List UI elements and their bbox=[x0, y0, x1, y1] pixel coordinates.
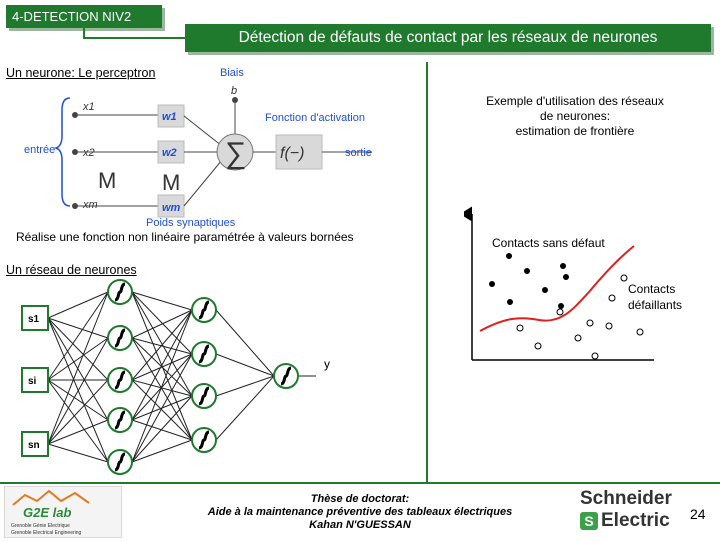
vertical-divider bbox=[426, 62, 428, 482]
network-connection bbox=[48, 318, 108, 380]
thesis-line1: Thèse de doctorat: bbox=[310, 493, 410, 505]
network-connection bbox=[48, 444, 108, 462]
fault-point bbox=[637, 329, 643, 335]
ok-point bbox=[560, 263, 566, 269]
network-connection bbox=[132, 396, 192, 462]
ok-point bbox=[563, 274, 569, 280]
input-s1-label: s1 bbox=[28, 314, 40, 325]
network-heading: Un réseau de neurones bbox=[6, 263, 137, 277]
brand-line2: Electric bbox=[601, 510, 670, 531]
input-brace bbox=[56, 98, 70, 206]
fault-point bbox=[609, 295, 615, 301]
se-icon: S bbox=[580, 512, 598, 530]
fault-point bbox=[535, 343, 541, 349]
network-connection bbox=[132, 420, 192, 440]
network-connection bbox=[132, 440, 192, 462]
faulty-contacts-line1: Contacts bbox=[628, 282, 676, 296]
neuron-node bbox=[108, 408, 132, 432]
example-title-line2: de neurones: bbox=[539, 109, 611, 123]
footer-divider bbox=[0, 482, 720, 484]
thesis-info bbox=[170, 493, 550, 532]
g2elab-logo-text: G2E lab bbox=[23, 505, 72, 520]
example-title-line1: Exemple d'utilisation des réseaux bbox=[486, 94, 664, 108]
neuron-node bbox=[108, 368, 132, 392]
weight-w2-label: w2 bbox=[162, 147, 177, 159]
weights-label: Poids synaptiques bbox=[146, 217, 236, 229]
ok-point bbox=[507, 299, 513, 305]
section-tag: 4-DETECTION NIV2 bbox=[6, 5, 162, 28]
network-diagram bbox=[16, 278, 356, 478]
perceptron-diagram bbox=[20, 66, 420, 231]
network-connection bbox=[132, 354, 192, 380]
network-connection bbox=[216, 310, 274, 376]
page-title: Détection de défauts de contact par les réseaux de neurones bbox=[185, 24, 711, 52]
input-sn-label: sn bbox=[28, 440, 40, 451]
activation-symbol: f(−) bbox=[280, 145, 305, 162]
network-connection bbox=[132, 310, 192, 462]
input-xm-label: xm bbox=[83, 199, 98, 211]
bias-label: Biais bbox=[220, 67, 244, 79]
input-si-label: si bbox=[28, 376, 37, 387]
fault-point bbox=[557, 309, 563, 315]
neuron-node bbox=[192, 428, 216, 452]
neuron-node bbox=[192, 384, 216, 408]
g2elab-sub1: Grenoble Génie Electrique bbox=[11, 523, 70, 529]
network-connection bbox=[132, 310, 192, 420]
schneider-logo bbox=[580, 488, 684, 536]
network-connection bbox=[216, 354, 274, 376]
ok-contacts-label: Contacts sans défaut bbox=[492, 236, 605, 250]
neuron-node bbox=[108, 450, 132, 474]
thesis-line2: Aide à la maintenance préventive des tableaux électriques bbox=[207, 506, 513, 518]
fault-point bbox=[587, 320, 593, 326]
neuron-node bbox=[108, 280, 132, 304]
weight-w1-label: w1 bbox=[162, 111, 177, 123]
dots-right-label: M bbox=[162, 170, 181, 195]
network-connection bbox=[48, 338, 108, 444]
weight-wm-label: wm bbox=[162, 202, 181, 214]
example-title bbox=[440, 94, 710, 139]
example-title-line3: estimation de frontière bbox=[515, 124, 635, 138]
faulty-contacts-line2: défaillants bbox=[628, 298, 683, 312]
ok-point bbox=[524, 268, 530, 274]
network-connection bbox=[132, 380, 192, 396]
ok-point bbox=[489, 281, 495, 287]
header-connector bbox=[83, 28, 193, 48]
output-label: sortie bbox=[345, 147, 372, 159]
fault-point bbox=[592, 353, 598, 359]
brand-line1: Schneider bbox=[580, 488, 672, 509]
dots-left-label: M bbox=[98, 168, 117, 193]
ok-point bbox=[542, 287, 548, 293]
neuron-node bbox=[108, 326, 132, 350]
page-number: 24 bbox=[690, 506, 706, 522]
ok-point bbox=[558, 303, 564, 309]
g2elab-logo bbox=[4, 486, 122, 538]
network-connection bbox=[48, 338, 108, 380]
perceptron-caption: Réalise une fonction non linéaire paramétrée à valeurs bornées bbox=[16, 230, 354, 244]
decision-boundary-curve bbox=[480, 246, 634, 331]
input-x2-label: x2 bbox=[83, 147, 95, 159]
sum-symbol: ∑ bbox=[225, 137, 247, 170]
network-output-label: y bbox=[324, 357, 330, 371]
neuron-node bbox=[192, 298, 216, 322]
input-x1-label: x1 bbox=[83, 101, 95, 113]
inputs-label: entrée bbox=[24, 144, 56, 156]
boundary-plot bbox=[464, 206, 664, 366]
ok-point bbox=[506, 253, 512, 259]
activation-label: Fonction d'activation bbox=[265, 112, 365, 124]
bias-symbol: b bbox=[231, 85, 238, 97]
network-connection bbox=[132, 338, 192, 354]
neuron-node bbox=[274, 364, 298, 388]
fault-point bbox=[606, 323, 612, 329]
fault-point bbox=[575, 335, 581, 341]
neuron-node bbox=[192, 342, 216, 366]
network-connection bbox=[48, 380, 108, 420]
fault-point bbox=[517, 325, 523, 331]
g2elab-sub2: Grenoble Electrical Engineering bbox=[11, 530, 82, 536]
fault-point bbox=[621, 275, 627, 281]
thesis-line3: Kahan N'GUESSAN bbox=[309, 519, 411, 531]
perceptron-heading: Un neurone: Le perceptron bbox=[6, 66, 156, 80]
